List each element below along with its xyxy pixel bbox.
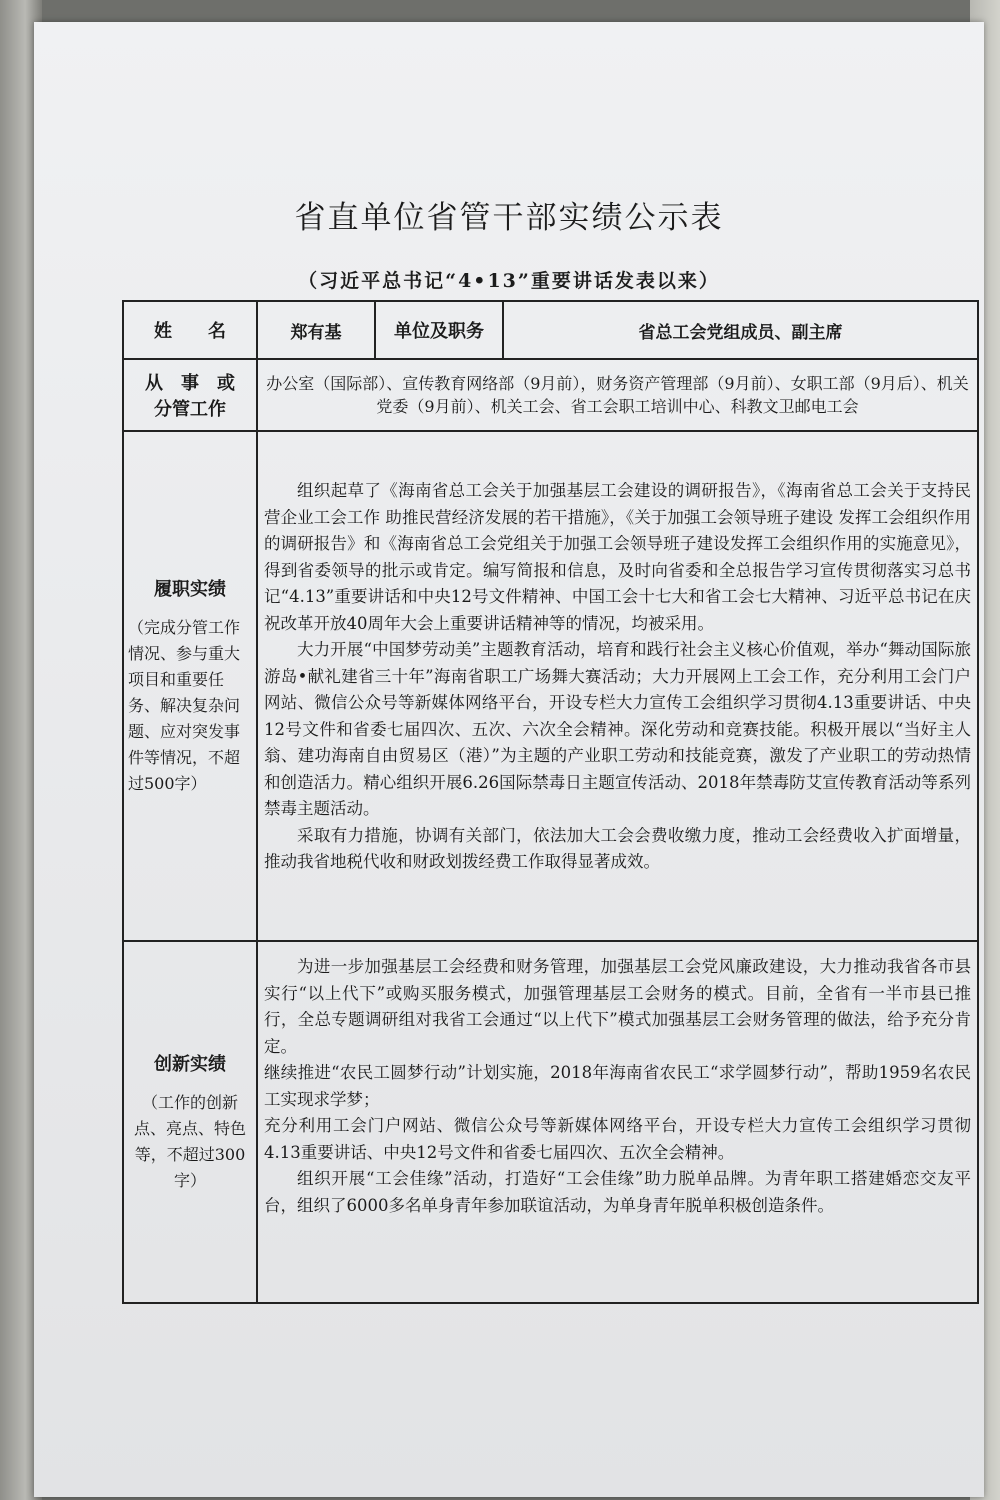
duty-label: 履职实绩: [154, 579, 226, 600]
position-value: 省总工会党组成员、副主席: [503, 301, 978, 359]
name-row: [123, 301, 978, 359]
innovation-label: 创新实绩: [154, 1054, 226, 1075]
duty-paragraph: 组织起草了《海南省总工会关于加强基层工会建设的调研报告》，《海南省总工会关于支持民营企业工会工作 助推民营经济发展的若干措施》，《关于加强工会领导班子建设 发挥工会组织作用的调研报告》和《海南省总工会党组关于加强工会领导班子建设发挥工会组织作用的实施意见》，得到省委领导的批示或肯定。编写简报和信息，及时向省委和全总报告学习宣传贯彻落实习总书记“4.13”重要讲话和中央12号文件精神、中国工会十七大和省工会七大精神、习近平总书记在庆祝改革开放40周年大会上重要讲话精神等的情况，均被采用。: [264, 481, 971, 633]
duty-paragraph: 采取有力措施，协调有关部门，依法加大工会会费收缴力度，推动工会经费收入扩面增量，推动我省地税代收和财政划拨经费工作取得显著成效。: [264, 825, 971, 871]
duty-row: [123, 431, 978, 941]
performance-table: [122, 300, 979, 1304]
work-label-line1: 从 事 或: [145, 373, 235, 394]
work-label-line2: 分管工作: [154, 399, 226, 420]
position-label: 单位及职务: [375, 301, 503, 359]
innovation-note: （工作的创新点、亮点、特色等，不超过300字）: [133, 1093, 246, 1190]
duty-label-cell: [123, 431, 257, 941]
innovation-paragraph: 为进一步加强基层工会经费和财务管理，加强基层工会党风廉政建设，大力推动我省各市县实行“以上代下”或购买服务模式，加强管理基层工会财务的模式。目前，全省有一半市县已推行，全总专题调研组对我省工会通过“以上代下”模式加强基层工会财务管理的做法，给予充分肯定。: [264, 957, 971, 1056]
name-value: 郑有基: [257, 301, 375, 359]
document-subtitle: （习近平总书记“4•13”重要讲话发表以来）: [298, 270, 720, 292]
innovation-label-cell: [123, 941, 257, 1303]
document-sheet: [34, 22, 984, 1497]
duty-paragraph: 大力开展“中国梦劳动美”主题教育活动，培育和践行社会主义核心价值观，举办“舞动国际旅游岛•献礼建省三十年”海南省职工广场舞大赛活动；大力开展网上工会工作，充分利用工会门户网站、微信公众号等新媒体网络平台，开设专栏大力宣传工会组织学习贯彻4.13重要讲话、中央12号文件和省委七届四次、五次、六次全会精神。深化劳动和竞赛技能。积极开展以“当好主人翁、建功海南自由贸易区（港）”为主题的产业职工劳动和技能竞赛，激发了产业职工的劳动热情和创造活力。精心组织开展6.26国际禁毒日主题宣传活动、2018年禁毒防艾宣传教育活动等系列禁毒主题活动。: [264, 640, 971, 818]
work-value: 办公室（国际部）、宣传教育网络部（9月前），财务资产管理部（9月前）、女职工部（9月后）、机关党委（9月前）、机关工会、省工会职工培训中心、科教文卫邮电工会: [257, 359, 978, 431]
name-label: 姓 名: [123, 301, 257, 359]
innovation-paragraph: 继续推进“农民工圆梦行动”计划实施，2018年海南省农民工“求学圆梦行动”，帮助1959名农民工实现求学梦；: [264, 1063, 971, 1109]
duty-content: [257, 431, 978, 941]
innovation-paragraph: 组织开展“工会佳缘”活动，打造好“工会佳缘”助力脱单品牌。为青年职工搭建婚恋交友平台，组织了6000多名单身青年参加联谊活动，为单身青年脱单积极创造条件。: [264, 1169, 971, 1215]
work-row: [123, 359, 978, 431]
innovation-paragraph: 充分利用工会门户网站、微信公众号等新媒体网络平台，开设专栏大力宣传工会组织学习贯彻4.13重要讲话、中央12号文件和省委七届四次、五次全会精神。: [264, 1116, 971, 1162]
duty-note: （完成分管工作情况、参与重大项目和重要任务、解决复杂问题、应对突发事件等情况，不超过500字）: [128, 618, 241, 793]
innovation-content: [257, 941, 978, 1303]
work-label: [123, 359, 257, 431]
document-title: 省直单位省管干部实绩公示表: [294, 200, 724, 236]
innovation-row: [123, 941, 978, 1303]
